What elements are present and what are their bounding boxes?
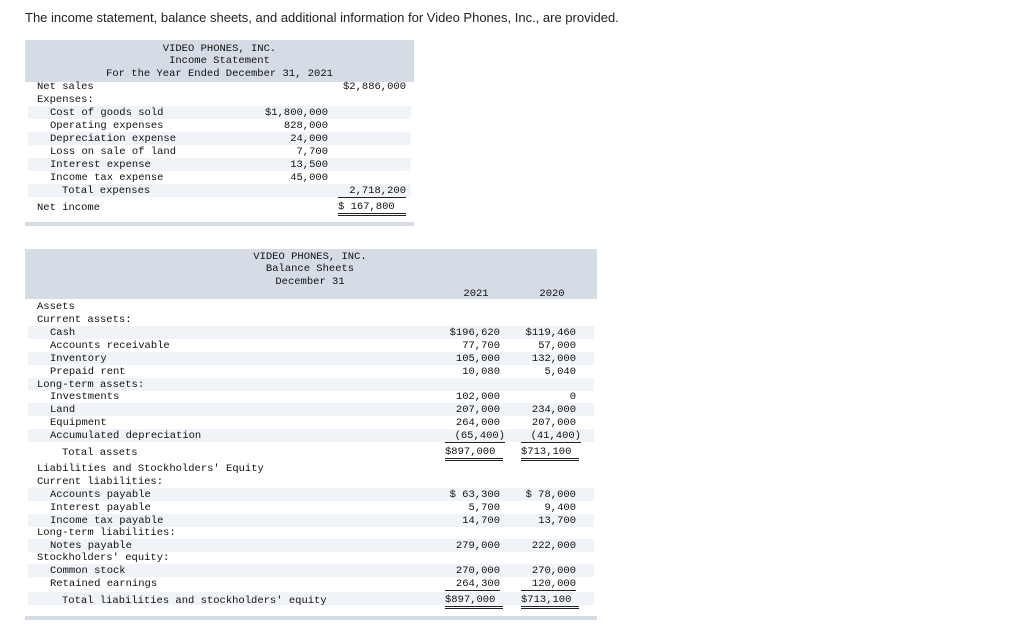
bs-row-label: Accounts payable: [50, 489, 151, 501]
total-le-label: Total liabilities and stockholders' equity: [62, 595, 327, 607]
total-assets-v1: $897,000: [445, 446, 503, 461]
expense-label: Cost of goods sold: [50, 107, 164, 119]
bs-title: Balance Sheets: [265, 263, 355, 275]
bs-year-2020: 2020: [539, 288, 565, 300]
common-stock-label: Common stock: [50, 565, 126, 577]
equity-label: Stockholders' equity:: [37, 552, 170, 564]
expense-label: Loss on sale of land: [50, 146, 177, 158]
net-sales-label: Net sales: [37, 81, 94, 93]
bs-row-v2: 9,400: [544, 502, 576, 514]
expense-value: 24,000: [290, 133, 328, 145]
is-title: Income Statement: [169, 55, 270, 67]
bs-row-label: Equipment: [50, 417, 107, 429]
total-expenses-label: Total expenses: [62, 185, 151, 197]
bs-row-v2: (41,400): [521, 430, 581, 443]
expense-value: 7,700: [296, 146, 328, 158]
bs-row-label: Inventory: [50, 353, 107, 365]
is-company: VIDEO PHONES, INC.: [162, 43, 277, 55]
bs-row-v2: 207,000: [531, 417, 576, 429]
retained-earnings-label: Retained earnings: [50, 578, 158, 590]
long-term-assets-label: Long-term assets:: [37, 379, 145, 391]
expense-value: 828,000: [283, 120, 328, 132]
common-stock-v2: 270,000: [531, 565, 576, 577]
bs-row-label: Cash: [50, 327, 76, 339]
net-income-value: $ 167,800: [338, 201, 406, 216]
bs-row-label: Investments: [50, 391, 120, 403]
long-term-liab-label: Long-term liabilities:: [37, 527, 176, 539]
bs-row-v1: $ 63,300: [449, 489, 500, 501]
assets-label: Assets: [37, 301, 75, 313]
bs-row-label: Income tax payable: [50, 515, 164, 527]
total-le-v2: $713,100: [521, 594, 579, 609]
bs-row-v2: 57,000: [538, 340, 576, 352]
expense-label: Income tax expense: [50, 172, 164, 184]
bs-row-v1: 5,700: [468, 502, 500, 514]
total-expenses-value: 2,718,200: [338, 185, 406, 198]
bs-row-label: Land: [50, 404, 76, 416]
bs-row-v1: 10,080: [462, 366, 500, 378]
expenses-label: Expenses:: [37, 94, 94, 106]
bs-row-v2: 0: [569, 391, 576, 403]
current-assets-label: Current assets:: [37, 314, 132, 326]
bs-row-v2: $ 78,000: [525, 489, 576, 501]
expense-label: Depreciation expense: [50, 133, 177, 145]
notes-payable-v1: 279,000: [455, 540, 500, 552]
intro-text: The income statement, balance sheets, and additional information for Video Phones, Inc., are provided.: [25, 10, 619, 25]
total-assets-v2: $713,100: [521, 446, 579, 461]
bs-row-v1: 207,000: [455, 404, 500, 416]
bs-row-v1: 105,000: [455, 353, 500, 365]
bs-row-v1: 102,000: [455, 391, 500, 403]
bs-company: VIDEO PHONES, INC.: [253, 251, 367, 263]
bs-row-v2: 13,700: [538, 515, 576, 527]
total-le-v1: $897,000: [445, 594, 503, 609]
bs-date: December 31: [275, 276, 345, 288]
bs-row-label: Accumulated depreciation: [50, 430, 202, 442]
expense-value: 13,500: [290, 159, 328, 171]
expense-label: Operating expenses: [50, 120, 164, 132]
balance-sheet-bottom-bar: [25, 616, 597, 620]
bs-year-2021: 2021: [463, 288, 489, 300]
current-liab-label: Current liabilities:: [37, 476, 164, 488]
liab-equity-label: Liabilities and Stockholders' Equity: [37, 463, 264, 475]
expense-value: $1,800,000: [264, 107, 328, 119]
total-assets-label: Total assets: [62, 447, 138, 459]
bs-row-label: Prepaid rent: [50, 366, 126, 378]
net-income-label: Net income: [37, 202, 101, 214]
bs-row-v2: $119,460: [525, 327, 576, 339]
bs-row-v2: 132,000: [531, 353, 576, 365]
bs-row-v1: 264,000: [455, 417, 500, 429]
is-period: For the Year Ended December 31, 2021: [106, 68, 333, 80]
notes-payable-label: Notes payable: [50, 540, 132, 552]
bs-row-v2: 5,040: [544, 366, 576, 378]
bs-row-v1: (65,400): [445, 430, 505, 443]
bs-row-v1: 77,700: [462, 340, 500, 352]
bs-row-v2: 234,000: [531, 404, 576, 416]
expense-value: 45,000: [260, 172, 328, 185]
retained-earnings-v1: 264,300: [445, 578, 500, 591]
bs-row-label: Interest payable: [50, 502, 151, 514]
retained-earnings-v2: 120,000: [521, 578, 576, 591]
bs-row-v1: 14,700: [462, 515, 500, 527]
bs-row-label: Accounts receivable: [50, 340, 170, 352]
net-sales-value: $2,886,000: [342, 81, 406, 93]
expense-label: Interest expense: [50, 159, 151, 171]
common-stock-v1: 270,000: [455, 565, 500, 577]
notes-payable-v2: 222,000: [531, 540, 576, 552]
bs-row-v1: $196,620: [449, 327, 500, 339]
